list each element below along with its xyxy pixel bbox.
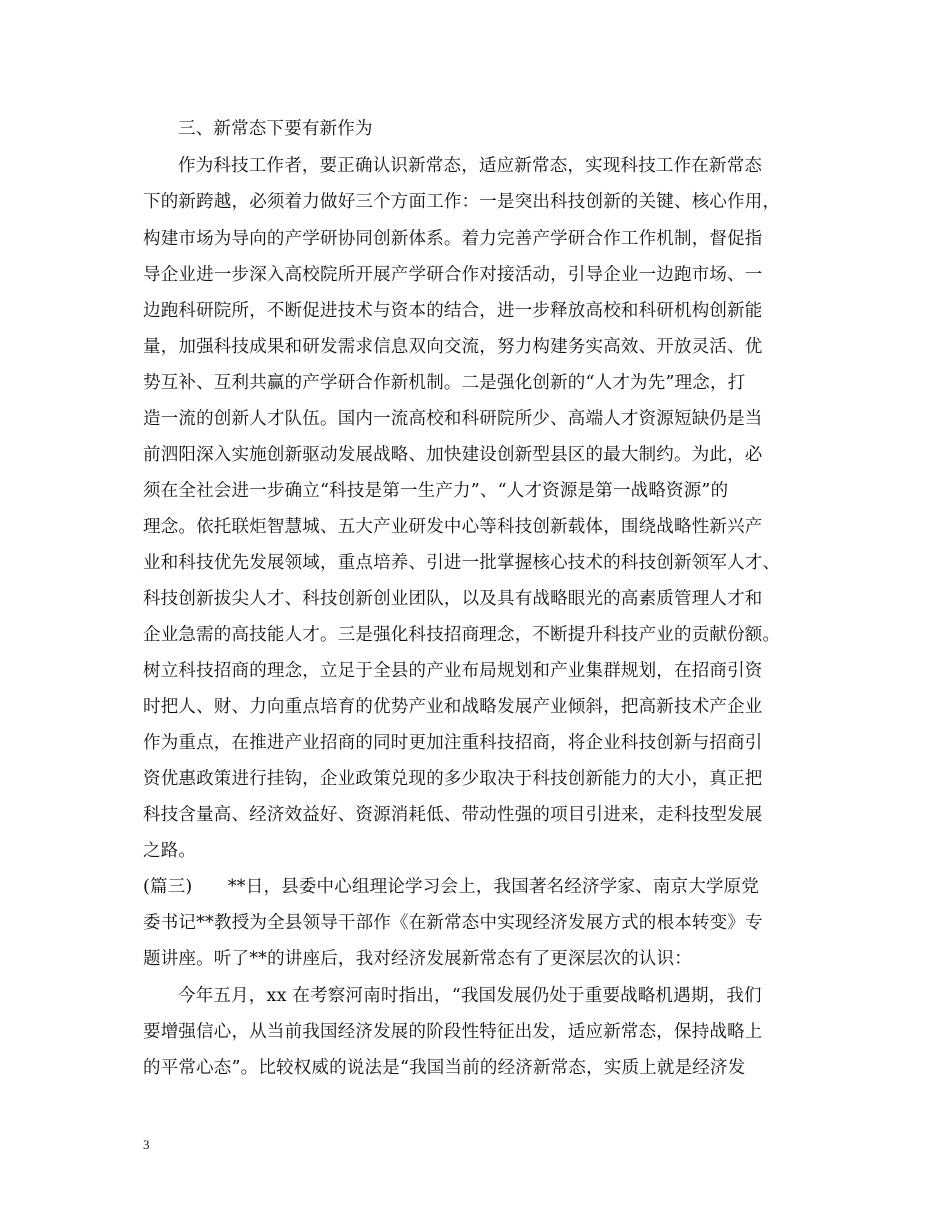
text-line: 下的新跨越，必须着力做好三个方面工作：一是突出科技创新的关键、核心作用，: [143, 192, 781, 212]
text-line: 委书记**教授为全县领导干部作《在新常态中实现经济发展方式的根本转变》专: [143, 913, 763, 933]
text-line: 势互补、互利共赢的产学研合作新机制。二是强化创新的“人才为先”理念，打: [143, 373, 746, 393]
text-line: 科技含量高、经济效益好、资源消耗低、带动性强的项目引进来，走科技型发展: [143, 805, 763, 825]
text-line: 树立科技招商的理念，立足于全县的产业布局规划和产业集群规划，在招商引资: [143, 661, 763, 681]
text-line: 业和科技优先发展领域，重点培养、引进一批掌握核心技术的科技创新领军人才、: [143, 553, 781, 573]
text-line: 构建市场为导向的产学研协同创新体系。着力完善产学研合作工作机制，督促指: [143, 229, 763, 249]
text-line: 的平常心态”。比较权威的说法是“我国当前的经济新常态，实质上就是经济发: [143, 1058, 746, 1078]
text-line: 理念。依托联炬智慧城、五大产业研发中心等科技创新载体，围绕战略性新兴产: [143, 517, 763, 537]
text-line: 边跑科研院所，不断促进技术与资本的结合，进一步释放高校和科研机构创新能: [143, 301, 763, 321]
text-line: 企业急需的高技能人才。三是强化科技招商理念，不断提升科技产业的贡献份额。: [143, 625, 781, 645]
chapter-intro-line: (篇三) **日，县委中心组理论学习会上，我国著名经济学家、南京大学原党: [143, 877, 760, 897]
text-line: 题讲座。听了**的讲座后，我对经济发展新常态有了更深层次的认识：: [143, 949, 692, 969]
text-line: 作为重点，在推进产业招商的同时更加注重科技招商，将企业科技创新与招商引: [143, 733, 763, 753]
text-line: 作为科技工作者，要正确认识新常态，适应新常态，实现科技工作在新常态: [178, 156, 763, 176]
text-line: 时把人、财、力向重点培育的优势产业和战略发展产业倾斜，把高新技术产企业: [143, 697, 763, 717]
text-line: 资优惠政策进行挂钩，企业政策兑现的多少取决于科技创新能力的大小，真正把: [143, 769, 763, 789]
text-line: 导企业进一步深入高校院所开展产学研合作对接活动，引导企业一边跑市场、一: [143, 265, 763, 285]
text-line: 今年五月，xx 在考察河南时指出，“我国发展仍处于重要战略机遇期，我们: [178, 986, 762, 1006]
section-heading: 三、新常态下要有新作为: [178, 119, 373, 139]
text-line: 须在全社会进一步确立“科技是第一生产力”、“人才资源是第一战略资源”的: [143, 481, 729, 501]
page-number: 3: [143, 1137, 150, 1152]
text-line: 要增强信心，从当前我国经济发展的阶段性特征出发，适应新常态，保持战略上: [143, 1022, 763, 1042]
text-line: 之路。: [143, 841, 197, 861]
text-line: 前泗阳深入实施创新驱动发展战略、加快建设创新型县区的最大制约。为此，必: [143, 445, 763, 465]
text-line: 科技创新拔尖人才、科技创新创业团队，以及具有战略眼光的高素质管理人才和: [143, 589, 763, 609]
text-line: 造一流的创新人才队伍。国内一流高校和科研院所少、高端人才资源短缺仍是当: [143, 409, 763, 429]
text-line: 量，加强科技成果和研发需求信息双向交流，努力构建务实高效、开放灵活、优: [143, 337, 763, 357]
